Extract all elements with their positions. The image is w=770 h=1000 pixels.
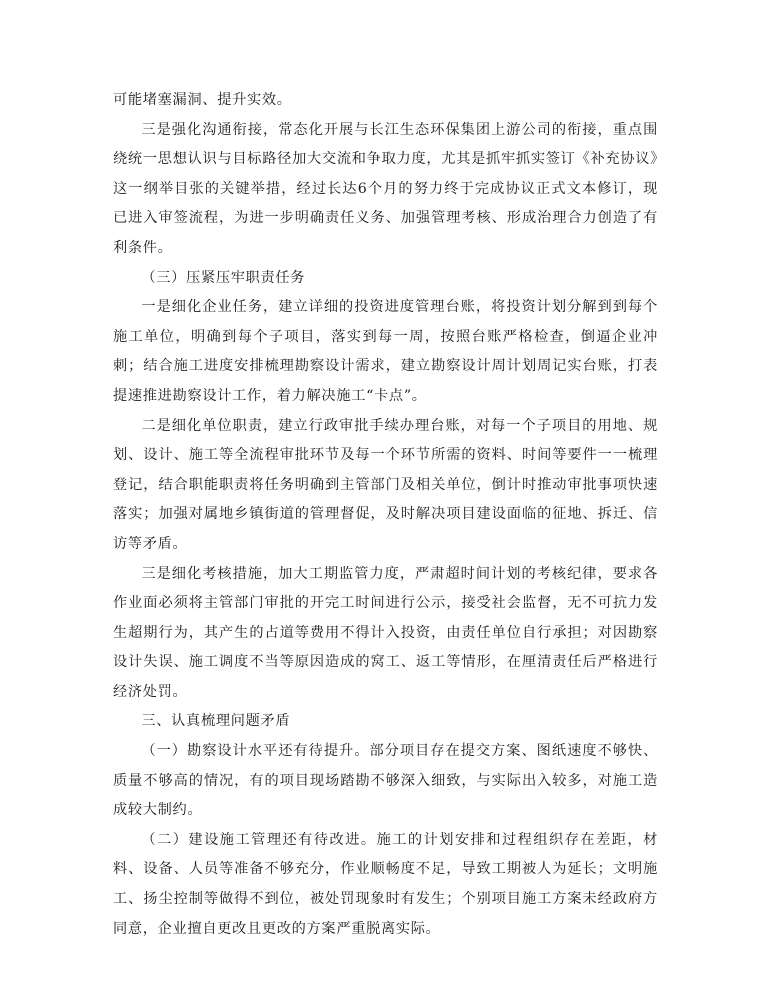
section-heading-problems: 三、认真梳理问题矛盾: [141, 713, 291, 730]
paragraph-continued: 可能堵塞漏洞、提升实效。: [113, 92, 292, 108]
paragraph-communication: 三是强化沟通衔接，常态化开展与长江生态环保集团上游公司的衔接，重点围绕统一思想认识与目标路径加大交流和争取力度，尤其是抓牢抓实签订《补充协议》这一纲举目张的关键举措，经过长达6个月的努力终于完成协议正式文本修订，现已进入审签流程，为进一步明确责任义务、加强管理考核、形成治理合力创造了有利条件。: [113, 121, 658, 256]
document-page: [113, 86, 658, 944]
paragraph-unit-duties: 二是细化单位职责，建立行政审批手续办理台账，对每一个子项目的用地、规划、设计、施工等全流程审批环节及每一个环节所需的资料、时间等要件一一梳理登记，结合职能职责将任务明确到主管部门及相关单位，倒计时推动审批事项快速落实；加强对属地乡镇街道的管理督促，及时解决项目建设面临的征地、拆迁、信访等矛盾。: [113, 417, 658, 552]
paragraph-enterprise-tasks: 一是细化企业任务，建立详细的投资进度管理台账，将投资计划分解到到每个施工单位，明确到每个子项目，落实到每一周，按照台账严格检查，倒逼企业冲刺；结合施工进度安排梳理勘察设计需求，建立勘察设计周计划周记实台账，打表提速推进勘察设计工作，着力解决施工“卡点”。: [113, 299, 658, 404]
subheading-responsibilities: （三）压紧压牢职责任务: [141, 269, 306, 286]
paragraph-survey-design: （一）勘察设计水平还有待提升。部分项目存在提交方案、图纸速度不够快、质量不够高的情况，有的项目现场踏勘不够深入细致，与实际出入较多，对施工造成较大制约。: [113, 743, 658, 819]
paragraph-assessment: 三是细化考核措施，加大工期监管力度，严肃超时间计划的考核纪律，要求各作业面必须将主管部门审批的开完工时间进行公示，接受社会监督，无不可抗力发生超期行为，其产生的占道等费用不得计入投资，由责任单位自行承担；对因勘察设计失误、施工调度不当等原因造成的窝工、返工等情形，在厘清责任后严格进行经济处罚。: [113, 565, 658, 700]
paragraph-construction-management: （二）建设施工管理还有待改进。施工的计划安排和过程组织存在差距，材料、设备、人员等准备不够充分，作业顺畅度不足，导致工期被人为延长；文明施工、扬尘控制等做得不到位，被处罚现象时有发生；个别项目施工方案未经政府方同意，企业擅自更改且更改的方案严重脱离实际。: [113, 831, 658, 937]
